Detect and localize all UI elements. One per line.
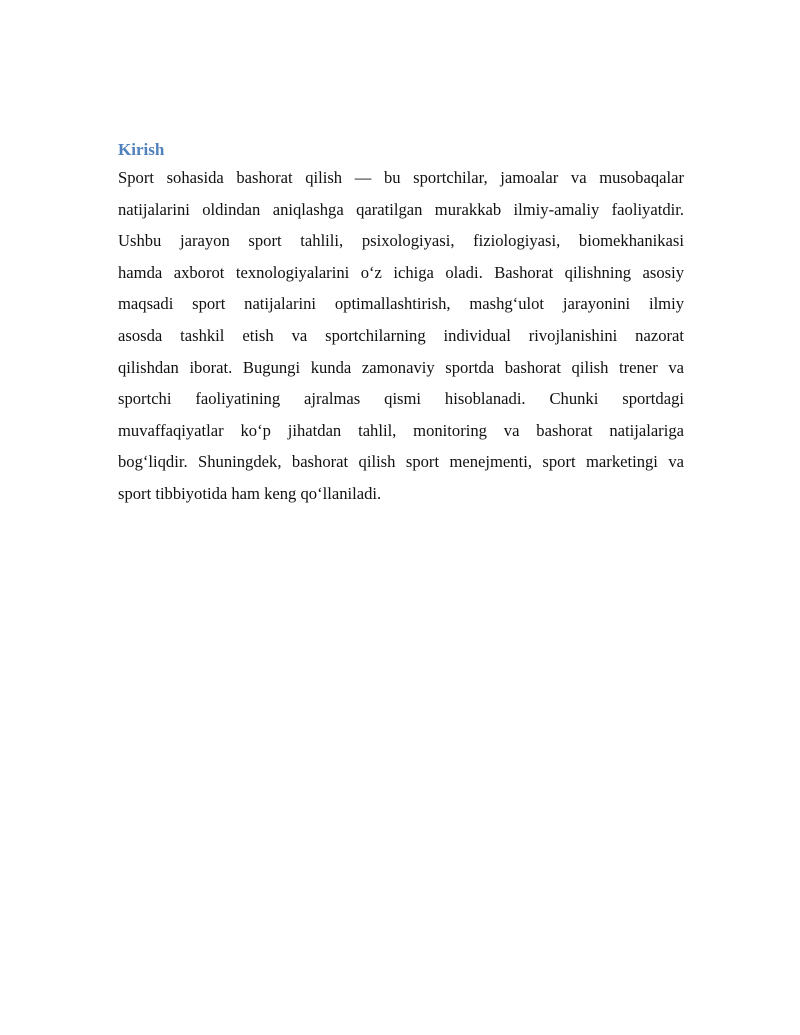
paragraph-line: natijalarini oldindan aniqlashga qaratilgan murakkab ilmiy-amaliy faoliyatdir. [118, 199, 684, 219]
document-content [118, 138, 684, 510]
paragraph-line: bog‘liqdir. Shuningdek, bashorat qilish sport menejmenti, sport marketingi va [118, 452, 684, 472]
paragraph-line: asosda tashkil etish va sportchilarning individual rivojlanishini nazorat [118, 325, 684, 345]
paragraph-line: muvaffaqiyatlar ko‘p jihatdan tahlil, monitoring va bashorat natijalariga [118, 420, 684, 440]
section-paragraph [118, 162, 684, 510]
paragraph-line: qilishdan iborat. Bugungi kunda zamonaviy sportda bashorat qilish trener va [118, 357, 684, 377]
paragraph-line: Ushbu jarayon sport tahlili, psixologiyasi, fiziologiyasi, biomekhanikasi [118, 231, 684, 251]
paragraph-line: Sport sohasida bashorat qilish — bu sportchilar, jamoalar va musobaqalar [118, 168, 684, 187]
paragraph-line: sport tibbiyotida ham keng qo‘llaniladi. [118, 483, 382, 503]
paragraph-line: hamda axborot texnologiyalarini o‘z ichiga oladi. Bashorat qilishning asosiy [118, 262, 684, 282]
paragraph-line: maqsadi sport natijalarini optimallashtirish, mashg‘ulot jarayonini ilmiy [118, 294, 684, 314]
paragraph-line: sportchi faoliyatining ajralmas qismi hisoblanadi. Chunki sportdagi [118, 389, 684, 409]
section-heading: Kirish [118, 140, 165, 159]
